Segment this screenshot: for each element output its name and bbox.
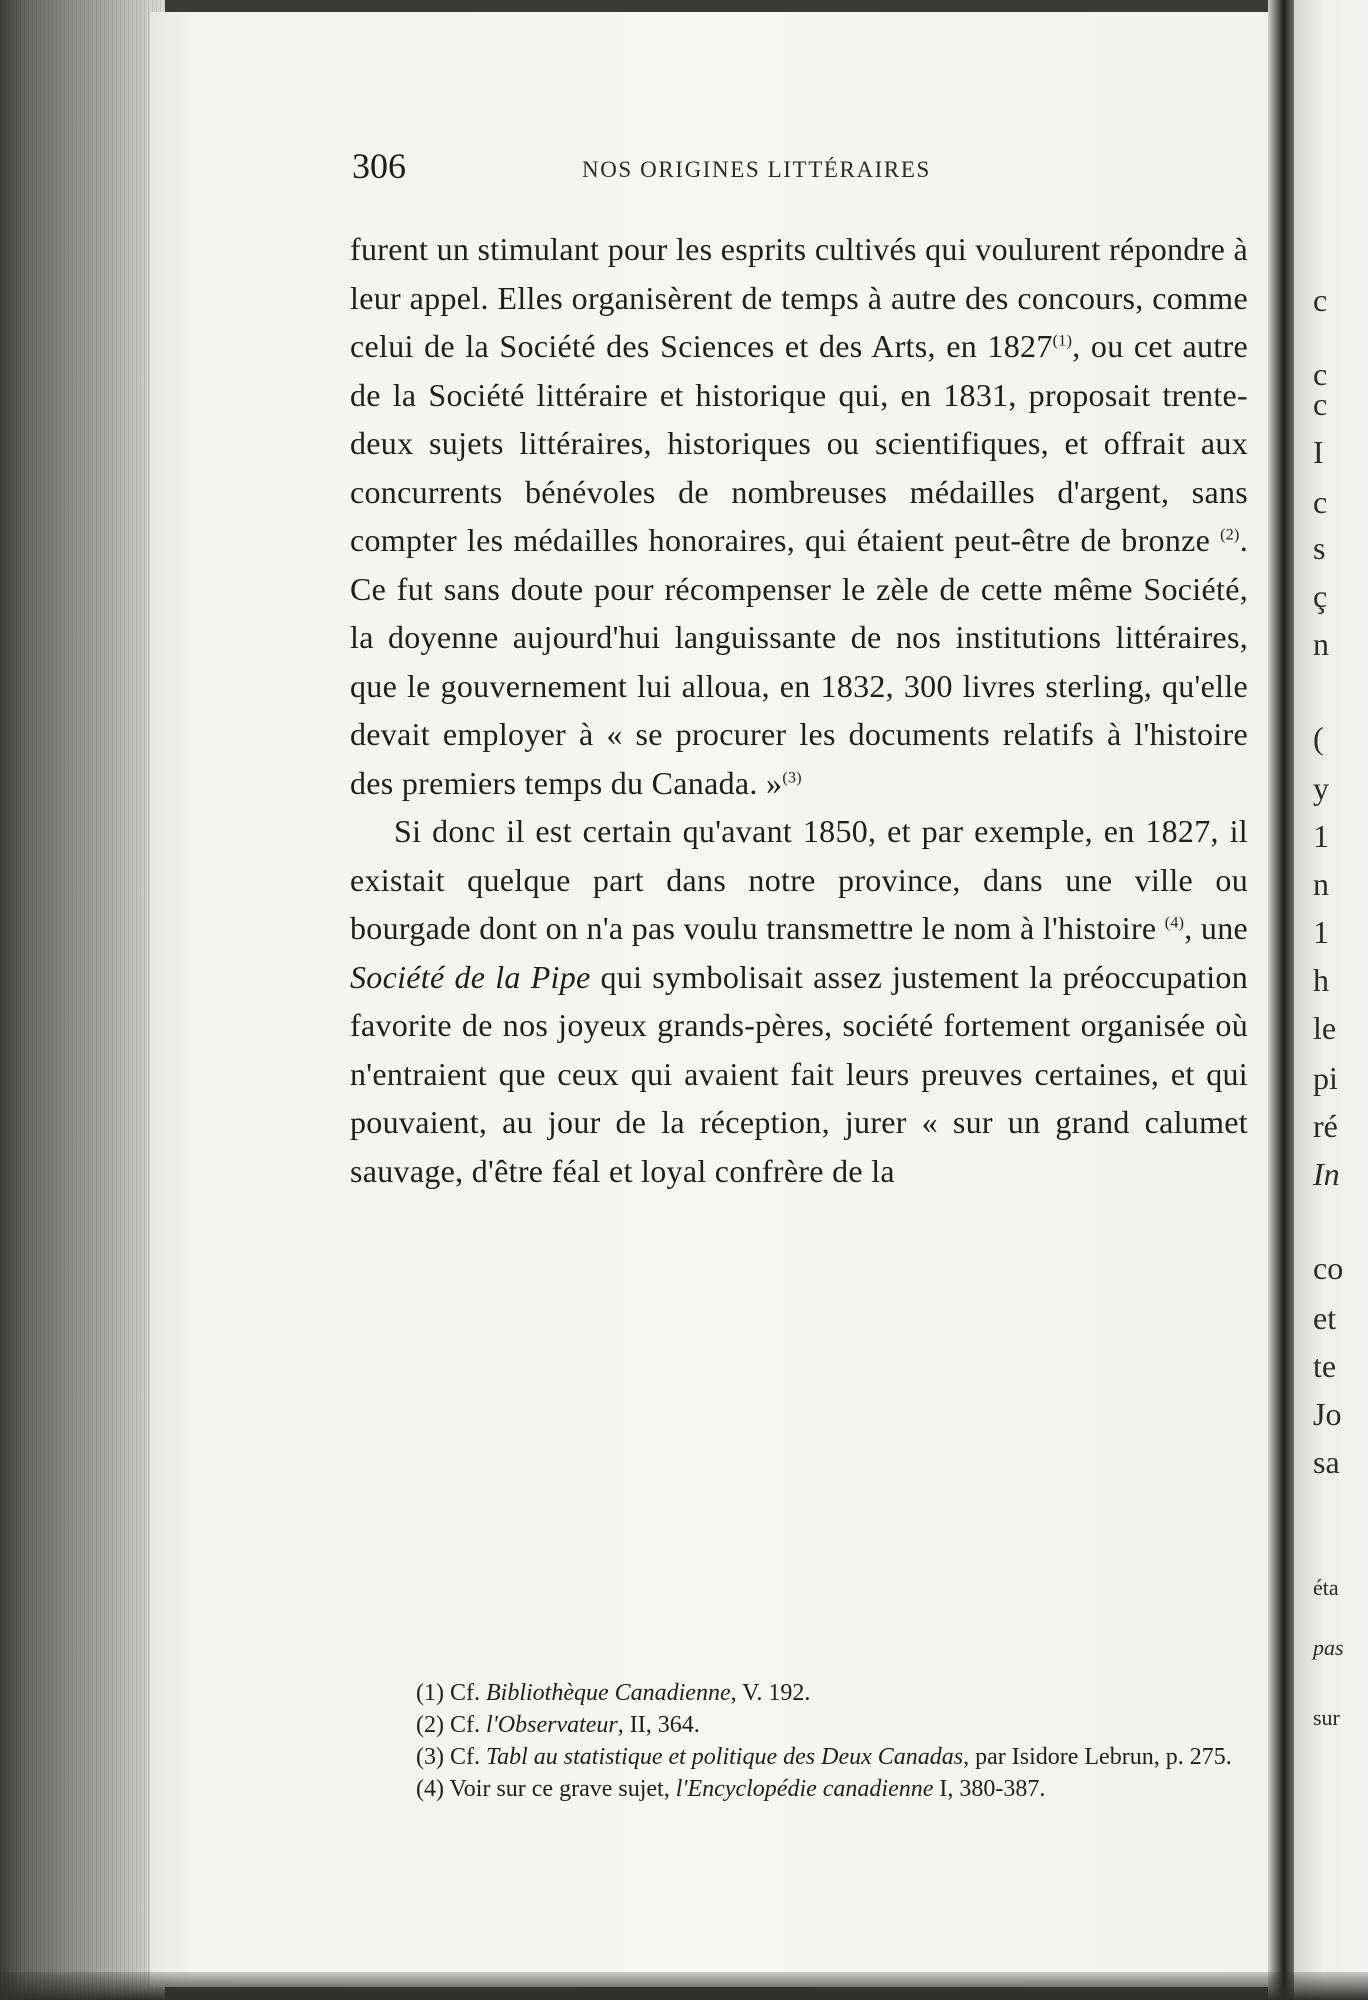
footnote-2-suffix: , II, 364. <box>617 1712 700 1738</box>
bottom-shadow <box>0 1972 1368 2000</box>
paragraph-1-text-a: furent un stimulant pour les esprits cultivés qui voulurent répondre à leur appel. Elles organisèrent de temps à autre des concours, comme celui de la Société des Sciences et des Arts, en 1827 <box>350 231 1248 364</box>
footnote-ref-4: (4) <box>1164 914 1185 932</box>
body-text <box>350 225 1248 1195</box>
footnote-1-suffix: , V. 192. <box>730 1680 811 1706</box>
next-page-fragment: 1 <box>1313 914 1329 950</box>
footnotes <box>350 1677 1248 1805</box>
paragraph-1 <box>350 225 1248 807</box>
paragraph-2-text-c: qui symbolisait assez justement la préoccupation favorite de nos joyeux grands-pères, société fortement organisée où n'entraient que ceux qui avaient fait leurs preuves certaines, et qui pouvaient, au jour de la réception, jurer « sur un grand calumet sauvage, d'être féal et loyal confrère de la <box>350 958 1249 1189</box>
footnote-3 <box>350 1741 1248 1773</box>
next-page-fragment: n <box>1313 866 1329 902</box>
footnote-4-title: l'Encyclopédie canadienne <box>675 1776 934 1802</box>
next-page-fragment: c <box>1313 484 1328 520</box>
left-page-edges <box>0 0 165 2000</box>
footnote-ref-3: (3) <box>782 768 802 786</box>
next-page-fragment: y <box>1313 770 1329 806</box>
next-page-fragment: In <box>1313 1156 1340 1192</box>
paragraph-1-text-c: . Ce fut sans doute pour récompenser le zèle de cette même Société, la doyenne aujourd'hui languissante de nos institutions littéraires, que le gouvernement lui alloua, en 1832, 300 livres sterling, qu'elle devait employer à « se procurer les documents relatifs à l'histoire des premiers temps du Canada. » <box>350 522 1248 801</box>
footnote-1 <box>350 1677 1248 1709</box>
book-gutter <box>1268 0 1294 2000</box>
next-page-fragment: pas <box>1313 1635 1344 1660</box>
paragraph-1-text-b: , ou cet autre de la Société littéraire et historique qui, en 1831, proposait trente-deux sujets littéraires, historiques ou scientifiques, et offrait aux concurrents bénévoles de nombreuses médailles d'argent, sans compter les médailles honoraires, qui étaient peut-être de bronze <box>350 328 1248 558</box>
paragraph-2-text-a: Si donc il est certain qu'avant 1850, et par exemple, en 1827, il existait quelque part dans notre province, dans une ville ou bourgade dont on n'a pas voulu transmettre le nom à l'histoire <box>350 813 1248 946</box>
next-page-fragment: c <box>1313 356 1328 392</box>
paragraph-2 <box>350 807 1248 1195</box>
next-page-fragment: sur <box>1313 1705 1340 1730</box>
running-head <box>352 145 1252 195</box>
next-page-fragment: sa <box>1313 1444 1340 1480</box>
footnote-4-prefix: (4) Voir sur ce grave sujet, <box>416 1776 676 1802</box>
next-page-fragment: s <box>1313 530 1326 566</box>
footnote-2-prefix: (2) Cf. <box>416 1712 486 1738</box>
next-page-fragment: I <box>1313 434 1324 470</box>
next-page-fragment: h <box>1313 962 1329 998</box>
footnote-1-prefix: (1) Cf. <box>416 1680 486 1706</box>
next-page-fragment: c <box>1313 386 1328 422</box>
next-page-fragment: pi <box>1313 1060 1338 1096</box>
next-page-fragment: c <box>1313 282 1328 318</box>
footnote-ref-1: (1) <box>1052 332 1073 350</box>
paragraph-2-text-b: , une <box>1184 910 1248 946</box>
footnote-3-suffix: , par Isidore Lebrun, p. 275. <box>963 1744 1232 1770</box>
running-title: NOS ORIGINES LITTÉRAIRES <box>582 157 931 182</box>
next-page-fragment: et <box>1313 1300 1337 1336</box>
next-page-fragment: 1 <box>1313 818 1329 854</box>
footnote-ref-2: (2) <box>1220 526 1240 544</box>
footnote-4-suffix: I, 380-387. <box>933 1776 1046 1802</box>
next-page-fragment: ç <box>1313 578 1328 614</box>
next-page-fragment: n <box>1313 626 1329 662</box>
next-page-fragment: co <box>1313 1250 1344 1286</box>
footnote-3-title: Tabl au statistique et politique des Deux Canadas <box>485 1744 964 1770</box>
next-page-fragment: te <box>1313 1348 1337 1384</box>
society-name: Société de la Pipe <box>350 958 591 995</box>
next-page-fragment: éta <box>1313 1575 1339 1600</box>
next-page-fragment: le <box>1313 1010 1337 1046</box>
next-page-edge <box>1294 0 1368 2000</box>
footnote-3-prefix: (3) Cf. <box>416 1744 486 1770</box>
footnote-2 <box>350 1709 1248 1741</box>
footnote-2-title: l'Observateur <box>485 1712 618 1738</box>
footnote-4 <box>350 1773 1248 1805</box>
page-number: 306 <box>352 146 406 186</box>
next-page-fragment: Jo <box>1313 1396 1342 1432</box>
next-page-fragment: ( <box>1313 720 1324 756</box>
next-page-fragment: ré <box>1313 1108 1338 1144</box>
footnote-1-title: Bibliothèque Canadienne <box>485 1680 731 1706</box>
